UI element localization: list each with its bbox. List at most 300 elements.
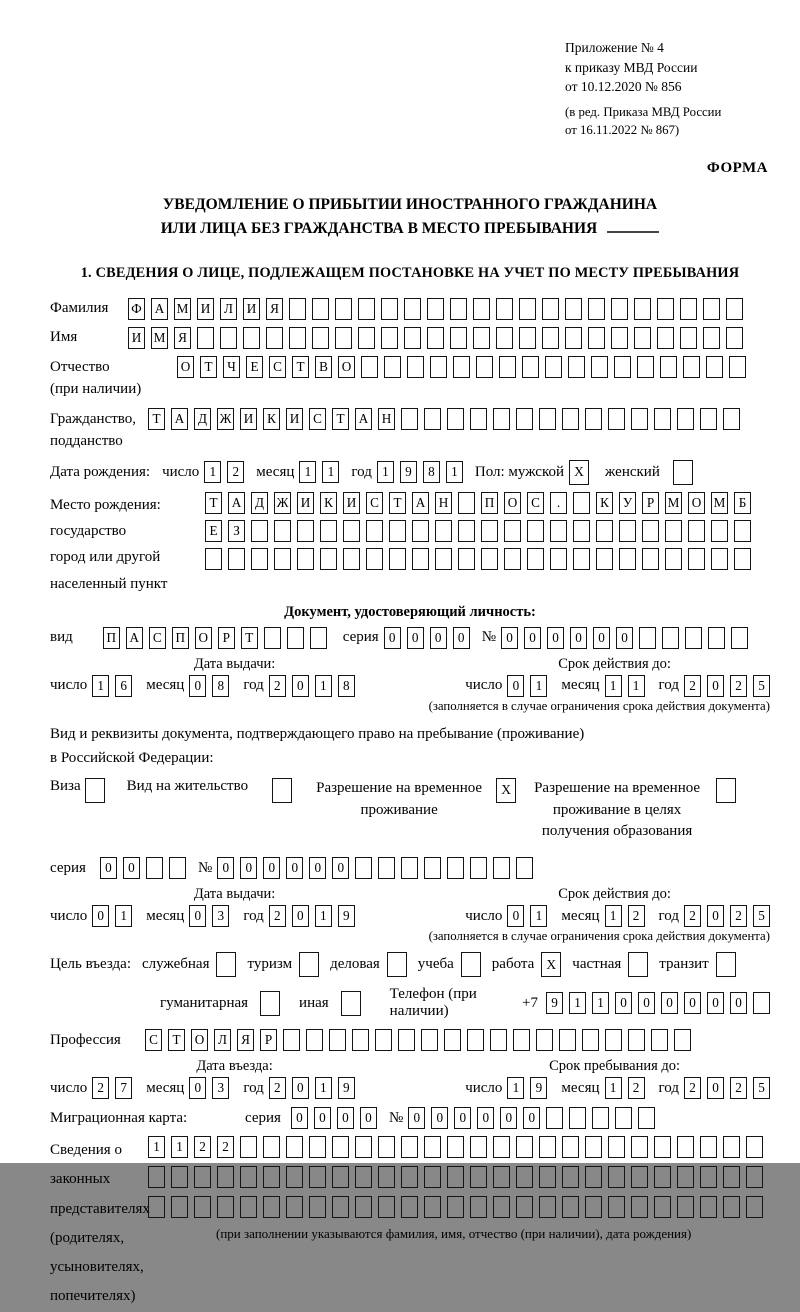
char-box[interactable]: Т [292,356,309,378]
char-box[interactable]: 0 [523,1107,540,1129]
char-box[interactable] [447,857,464,879]
purpose-study-checkbox[interactable] [461,952,481,977]
char-box[interactable] [205,548,222,570]
char-box[interactable]: 0 [431,1107,448,1129]
char-box[interactable] [516,1166,533,1188]
char-box[interactable]: А [228,492,245,514]
char-box[interactable] [573,548,590,570]
char-box[interactable] [680,327,697,349]
char-box[interactable] [401,857,418,879]
char-box[interactable]: 0 [707,992,724,1014]
char-box[interactable] [240,1136,257,1158]
purpose-transit-checkbox[interactable] [716,952,736,977]
char-box[interactable]: Т [200,356,217,378]
char-box[interactable]: 1 [315,1077,332,1099]
char-box[interactable] [146,857,163,879]
char-box[interactable]: П [103,627,120,649]
char-box[interactable]: К [263,408,280,430]
char-box[interactable] [384,356,401,378]
char-box[interactable]: И [128,327,145,349]
char-box[interactable]: 0 [189,1077,206,1099]
char-box[interactable]: А [412,492,429,514]
char-box[interactable] [309,1166,326,1188]
char-box[interactable] [550,520,567,542]
char-box[interactable] [493,857,510,879]
char-box[interactable] [169,857,186,879]
char-box[interactable] [263,1196,280,1218]
char-box[interactable] [734,548,751,570]
char-box[interactable] [243,327,260,349]
char-box[interactable]: 2 [217,1136,234,1158]
char-box[interactable]: 2 [269,1077,286,1099]
char-box[interactable] [504,548,521,570]
char-box[interactable]: 3 [212,1077,229,1099]
char-box[interactable]: 0 [360,1107,377,1129]
char-box[interactable]: Т [241,627,258,649]
char-box[interactable] [654,1166,671,1188]
char-box[interactable] [639,627,656,649]
char-box[interactable] [404,298,421,320]
char-box[interactable]: С [366,492,383,514]
char-box[interactable] [427,327,444,349]
char-box[interactable] [378,1136,395,1158]
char-box[interactable]: Я [266,298,283,320]
char-box[interactable]: 9 [530,1077,547,1099]
char-box[interactable]: 1 [299,461,316,483]
char-box[interactable] [335,298,352,320]
char-box[interactable] [596,548,613,570]
char-box[interactable] [565,327,582,349]
char-box[interactable] [504,520,521,542]
char-box[interactable]: Р [642,492,659,514]
char-box[interactable]: Л [220,298,237,320]
purpose-humanitarian-checkbox[interactable] [260,991,280,1016]
char-box[interactable] [358,298,375,320]
char-box[interactable] [729,356,746,378]
char-box[interactable]: Ж [274,492,291,514]
char-box[interactable] [642,548,659,570]
char-box[interactable] [378,857,395,879]
char-box[interactable]: М [665,492,682,514]
char-box[interactable]: Е [205,520,222,542]
char-box[interactable]: 0 [570,627,587,649]
char-box[interactable] [542,327,559,349]
char-box[interactable]: 0 [309,857,326,879]
char-box[interactable] [608,1136,625,1158]
char-box[interactable]: С [145,1029,162,1051]
char-box[interactable] [677,408,694,430]
char-box[interactable] [753,992,770,1014]
char-box[interactable] [605,1029,622,1051]
visa-checkbox[interactable] [85,778,105,803]
char-box[interactable] [458,548,475,570]
char-box[interactable]: 6 [115,675,132,697]
char-box[interactable] [424,1166,441,1188]
char-box[interactable] [450,327,467,349]
char-box[interactable] [332,1166,349,1188]
char-box[interactable]: О [338,356,355,378]
char-box[interactable] [651,1029,668,1051]
char-box[interactable] [470,1196,487,1218]
char-box[interactable]: 3 [212,905,229,927]
char-box[interactable] [398,1029,415,1051]
residence-permit-checkbox[interactable] [272,778,292,803]
char-box[interactable]: 0 [730,992,747,1014]
purpose-business-checkbox[interactable] [216,952,236,977]
purpose-private-checkbox[interactable] [628,952,648,977]
char-box[interactable]: 0 [292,1077,309,1099]
char-box[interactable] [519,298,536,320]
char-box[interactable]: К [320,492,337,514]
char-box[interactable]: 0 [501,627,518,649]
char-box[interactable]: Т [205,492,222,514]
char-box[interactable] [381,327,398,349]
char-box[interactable] [711,548,728,570]
char-box[interactable] [726,327,743,349]
char-box[interactable]: Ф [128,298,145,320]
char-box[interactable]: 1 [446,461,463,483]
char-box[interactable]: 0 [337,1107,354,1129]
char-box[interactable]: Р [260,1029,277,1051]
char-box[interactable] [407,356,424,378]
char-box[interactable] [674,1029,691,1051]
char-box[interactable] [217,1196,234,1218]
char-box[interactable] [320,520,337,542]
char-box[interactable] [194,1166,211,1188]
char-box[interactable] [332,1136,349,1158]
char-box[interactable] [263,1166,280,1188]
char-box[interactable] [358,327,375,349]
char-box[interactable]: 1 [507,1077,524,1099]
char-box[interactable] [726,298,743,320]
char-box[interactable] [559,1029,576,1051]
char-box[interactable] [723,1136,740,1158]
char-box[interactable] [562,1166,579,1188]
char-box[interactable] [703,298,720,320]
char-box[interactable]: 8 [212,675,229,697]
char-box[interactable] [309,1196,326,1218]
char-box[interactable] [493,1136,510,1158]
char-box[interactable] [700,1136,717,1158]
char-box[interactable] [453,356,470,378]
char-box[interactable]: 1 [315,675,332,697]
char-box[interactable] [343,548,360,570]
char-box[interactable] [289,327,306,349]
char-box[interactable]: 0 [263,857,280,879]
char-box[interactable]: Б [734,492,751,514]
char-box[interactable]: 0 [430,627,447,649]
char-box[interactable]: 1 [92,675,109,697]
char-box[interactable] [310,627,327,649]
char-box[interactable]: 0 [240,857,257,879]
char-box[interactable] [332,1196,349,1218]
char-box[interactable] [148,1196,165,1218]
char-box[interactable] [430,356,447,378]
char-box[interactable] [516,408,533,430]
char-box[interactable] [665,520,682,542]
char-box[interactable]: 0 [291,1107,308,1129]
char-box[interactable] [263,1136,280,1158]
char-box[interactable] [355,857,372,879]
char-box[interactable] [286,1136,303,1158]
char-box[interactable] [634,327,651,349]
char-box[interactable]: Д [194,408,211,430]
char-box[interactable] [286,1166,303,1188]
char-box[interactable]: Т [148,408,165,430]
char-box[interactable] [592,1107,609,1129]
char-box[interactable] [375,1029,392,1051]
char-box[interactable] [573,520,590,542]
char-box[interactable]: 2 [269,675,286,697]
char-box[interactable] [355,1196,372,1218]
char-box[interactable] [309,1136,326,1158]
char-box[interactable] [683,356,700,378]
char-box[interactable] [608,408,625,430]
char-box[interactable] [654,408,671,430]
char-box[interactable] [458,492,475,514]
char-box[interactable] [401,1136,418,1158]
char-box[interactable] [585,1196,602,1218]
char-box[interactable] [312,298,329,320]
char-box[interactable]: Ч [223,356,240,378]
char-box[interactable]: Я [237,1029,254,1051]
char-box[interactable] [481,520,498,542]
char-box[interactable]: 1 [204,461,221,483]
char-box[interactable]: М [711,492,728,514]
char-box[interactable] [591,356,608,378]
char-box[interactable] [361,356,378,378]
char-box[interactable]: И [297,492,314,514]
char-box[interactable] [746,1196,763,1218]
char-box[interactable] [700,1166,717,1188]
char-box[interactable]: 8 [423,461,440,483]
char-box[interactable]: Т [168,1029,185,1051]
char-box[interactable]: Л [214,1029,231,1051]
char-box[interactable] [496,327,513,349]
char-box[interactable]: 9 [546,992,563,1014]
char-box[interactable] [240,1166,257,1188]
char-box[interactable] [657,298,674,320]
char-box[interactable] [171,1196,188,1218]
char-box[interactable] [631,408,648,430]
char-box[interactable] [228,548,245,570]
char-box[interactable] [312,327,329,349]
char-box[interactable] [274,548,291,570]
purpose-commercial-checkbox[interactable] [387,952,407,977]
char-box[interactable] [329,1029,346,1051]
char-box[interactable]: Ж [217,408,234,430]
char-box[interactable]: 0 [661,992,678,1014]
char-box[interactable] [619,548,636,570]
char-box[interactable] [473,327,490,349]
char-box[interactable]: С [309,408,326,430]
char-box[interactable] [637,356,654,378]
char-box[interactable]: 2 [628,1077,645,1099]
char-box[interactable]: О [191,1029,208,1051]
char-box[interactable]: 1 [530,905,547,927]
char-box[interactable] [588,298,605,320]
char-box[interactable] [404,327,421,349]
char-box[interactable]: 1 [148,1136,165,1158]
char-box[interactable] [481,548,498,570]
char-box[interactable] [424,1136,441,1158]
char-box[interactable] [631,1196,648,1218]
char-box[interactable] [665,548,682,570]
char-box[interactable]: И [197,298,214,320]
char-box[interactable]: 0 [292,905,309,927]
char-box[interactable]: 0 [593,627,610,649]
char-box[interactable] [412,520,429,542]
char-box[interactable]: 2 [194,1136,211,1158]
char-box[interactable] [631,1136,648,1158]
char-box[interactable] [638,1107,655,1129]
char-box[interactable] [608,1196,625,1218]
char-box[interactable] [496,298,513,320]
edu-permit-checkbox[interactable] [716,778,736,803]
char-box[interactable] [306,1029,323,1051]
char-box[interactable] [251,548,268,570]
char-box[interactable] [677,1136,694,1158]
char-box[interactable] [703,327,720,349]
char-box[interactable]: 2 [684,675,701,697]
char-box[interactable]: 1 [171,1136,188,1158]
char-box[interactable]: М [151,327,168,349]
char-box[interactable] [619,520,636,542]
char-box[interactable] [389,520,406,542]
char-box[interactable] [734,520,751,542]
char-box[interactable] [660,356,677,378]
char-box[interactable] [527,520,544,542]
char-box[interactable] [654,1136,671,1158]
char-box[interactable] [516,1136,533,1158]
char-box[interactable] [401,1166,418,1188]
char-box[interactable]: М [174,298,191,320]
char-box[interactable] [585,1166,602,1188]
char-box[interactable]: 9 [338,1077,355,1099]
purpose-tourism-checkbox[interactable] [299,952,319,977]
char-box[interactable]: 0 [707,1077,724,1099]
char-box[interactable] [513,1029,530,1051]
char-box[interactable] [217,1166,234,1188]
char-box[interactable]: 0 [547,627,564,649]
char-box[interactable]: 0 [616,627,633,649]
char-box[interactable] [685,627,702,649]
char-box[interactable]: А [171,408,188,430]
char-box[interactable]: О [195,627,212,649]
char-box[interactable]: 0 [615,992,632,1014]
char-box[interactable] [565,298,582,320]
char-box[interactable] [522,356,539,378]
char-box[interactable]: Е [246,356,263,378]
char-box[interactable] [447,1166,464,1188]
char-box[interactable]: 2 [730,675,747,697]
char-box[interactable] [611,327,628,349]
char-box[interactable]: 1 [605,905,622,927]
char-box[interactable] [706,356,723,378]
char-box[interactable] [634,298,651,320]
char-box[interactable] [148,1166,165,1188]
char-box[interactable]: П [172,627,189,649]
char-box[interactable] [470,1136,487,1158]
char-box[interactable] [401,1196,418,1218]
char-box[interactable]: 0 [189,675,206,697]
char-box[interactable]: 0 [123,857,140,879]
char-box[interactable] [352,1029,369,1051]
char-box[interactable] [700,1196,717,1218]
char-box[interactable] [539,1196,556,1218]
char-box[interactable] [688,520,705,542]
char-box[interactable] [473,298,490,320]
char-box[interactable] [628,1029,645,1051]
char-box[interactable] [197,327,214,349]
char-box[interactable]: 0 [217,857,234,879]
char-box[interactable] [631,1166,648,1188]
char-box[interactable]: О [177,356,194,378]
char-box[interactable] [596,520,613,542]
char-box[interactable] [366,548,383,570]
char-box[interactable] [723,1196,740,1218]
char-box[interactable] [731,627,748,649]
char-box[interactable] [677,1196,694,1218]
char-box[interactable]: А [151,298,168,320]
char-box[interactable]: В [315,356,332,378]
char-box[interactable]: И [343,492,360,514]
char-box[interactable] [447,1196,464,1218]
char-box[interactable] [264,627,281,649]
char-box[interactable]: 2 [730,905,747,927]
char-box[interactable]: 5 [753,675,770,697]
char-box[interactable] [614,356,631,378]
char-box[interactable]: 0 [453,627,470,649]
char-box[interactable]: А [126,627,143,649]
char-box[interactable] [550,548,567,570]
char-box[interactable]: Н [378,408,395,430]
char-box[interactable] [366,520,383,542]
char-box[interactable] [251,520,268,542]
char-box[interactable] [677,1166,694,1188]
char-box[interactable] [467,1029,484,1051]
char-box[interactable]: Н [435,492,452,514]
char-box[interactable] [542,298,559,320]
char-box[interactable] [287,627,304,649]
char-box[interactable] [539,1136,556,1158]
char-box[interactable] [320,548,337,570]
char-box[interactable] [435,520,452,542]
char-box[interactable]: К [596,492,613,514]
char-box[interactable]: 0 [286,857,303,879]
char-box[interactable] [519,327,536,349]
char-box[interactable]: 0 [507,675,524,697]
char-box[interactable]: 1 [605,675,622,697]
char-box[interactable]: 2 [684,1077,701,1099]
char-box[interactable]: 1 [569,992,586,1014]
char-box[interactable]: О [688,492,705,514]
char-box[interactable] [499,356,516,378]
char-box[interactable] [611,298,628,320]
char-box[interactable]: И [243,298,260,320]
char-box[interactable] [401,408,418,430]
char-box[interactable]: 5 [753,1077,770,1099]
char-box[interactable] [343,520,360,542]
char-box[interactable] [516,1196,533,1218]
char-box[interactable]: 0 [408,1107,425,1129]
char-box[interactable] [274,520,291,542]
char-box[interactable] [476,356,493,378]
char-box[interactable] [708,627,725,649]
char-box[interactable] [568,356,585,378]
char-box[interactable]: У [619,492,636,514]
temp-permit-checkbox[interactable]: X [496,778,516,803]
